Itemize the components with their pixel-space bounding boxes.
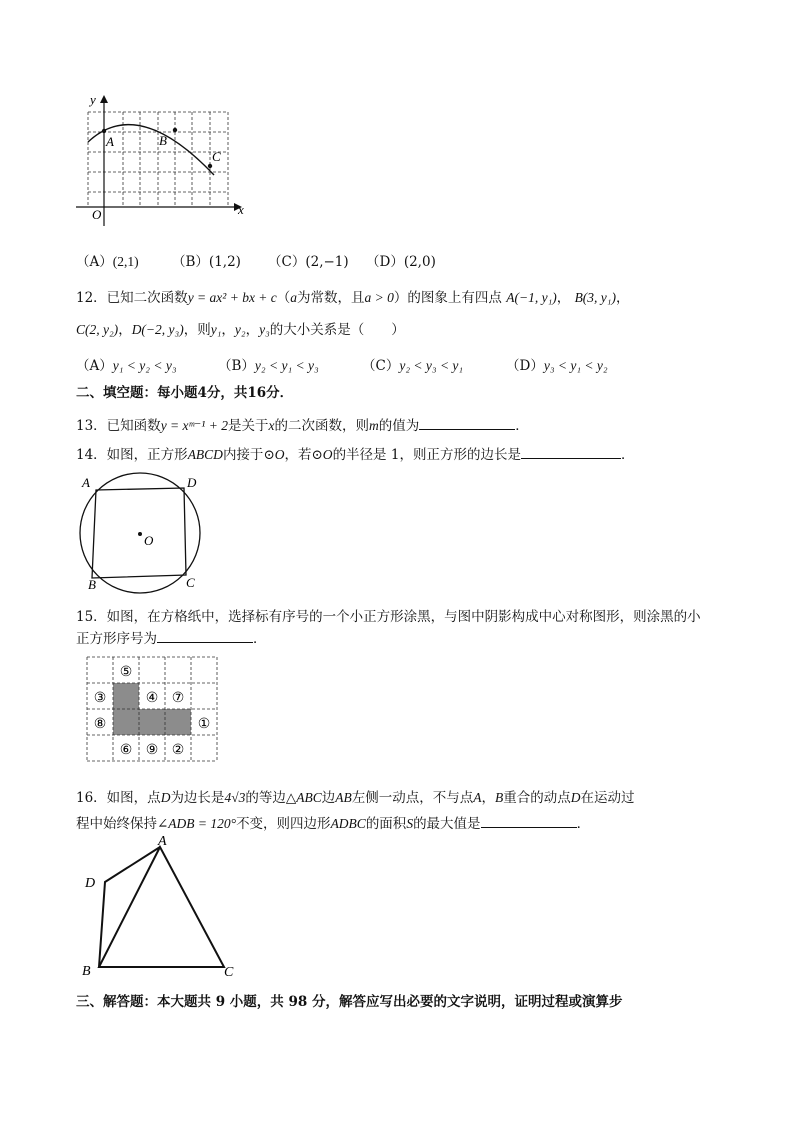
origin-label: O	[92, 207, 102, 222]
q13-var-m: m	[368, 418, 379, 433]
option-label: （A）	[76, 254, 113, 270]
option-label: （A）	[76, 358, 113, 374]
q16-text: 的面积	[365, 816, 407, 832]
y-axis-label: y	[90, 92, 96, 107]
q16-period: ．	[576, 816, 591, 832]
label-o: O	[144, 533, 154, 548]
q16-text: 16．如图，点	[76, 790, 161, 806]
q16-text: 左侧一动点，不与点	[351, 790, 474, 806]
q12-sep: ，	[118, 322, 132, 338]
q12-equation: y = ax² + bx + c	[187, 290, 277, 305]
q15-answer-blank[interactable]	[157, 630, 253, 643]
shaded-cell	[113, 709, 139, 735]
q13-period: ．	[515, 418, 529, 434]
q14-figure	[72, 470, 212, 594]
q12-y2: y₂	[234, 322, 246, 337]
option-label: （C）	[268, 254, 306, 270]
q16-angle: ∠ADB = 120°	[157, 816, 237, 831]
q16-triangle: △ABC	[285, 790, 322, 805]
q16-side-length: 4√3	[224, 790, 246, 805]
triangle-abc	[99, 847, 224, 967]
option-label: （D）	[366, 254, 404, 270]
q16-text: 为边长是	[170, 790, 225, 806]
q12-sep: ，	[616, 290, 630, 306]
option-value: (2,1)	[112, 254, 139, 269]
label-c: C	[224, 965, 234, 980]
q13-line	[76, 414, 529, 434]
q16-quadrilateral: ADBC	[330, 816, 366, 831]
cell-label-6: ⑥	[119, 743, 133, 758]
q15-line2	[76, 627, 267, 647]
option-label: （B）	[218, 358, 255, 374]
q16-text: 程中始终保持	[76, 816, 157, 832]
option-label: （D）	[506, 358, 544, 374]
q13-answer-blank[interactable]	[419, 417, 515, 430]
option-label: （B）	[172, 254, 209, 270]
q16-text: 在运动过	[580, 790, 635, 806]
q12-text: 12．已知二次函数	[76, 290, 188, 306]
q14-circle-name: ⊙O	[311, 447, 333, 462]
q12-sep: ，	[556, 290, 571, 306]
q16-text: 不变，则四边形	[236, 816, 331, 832]
q13-equation: y = xᵐ⁻¹ + 2	[160, 418, 228, 433]
q12-y1: y₁	[210, 322, 222, 337]
q16-text: 边	[321, 790, 336, 806]
q12-point-b: B(3, y₁)	[574, 290, 616, 305]
q14-text: 内接于	[222, 447, 264, 463]
label-c: C	[186, 575, 195, 590]
shaded-cell	[165, 709, 191, 735]
q16-answer-blank[interactable]	[481, 815, 577, 828]
q14-text: 14．如图，正方形	[76, 447, 188, 463]
q12-line1	[76, 286, 630, 306]
q12-point-a: A(−1, y₁)	[506, 290, 557, 305]
cell-label-2: ②	[171, 743, 185, 758]
option-value: y₃ < y₁ < y₂	[543, 358, 608, 373]
cell-label-9: ⑨	[145, 743, 159, 758]
label-a: A	[158, 834, 167, 849]
shaded-cell	[139, 709, 165, 735]
q14-circle-name: ⊙O	[263, 447, 285, 462]
q12-text: ，则	[183, 322, 211, 338]
cell-label-4: ④	[145, 691, 159, 706]
point-c-label: C	[212, 149, 221, 164]
q11-option-d	[366, 250, 436, 270]
q12-text: （	[276, 290, 291, 306]
q12-text: ）的图象上有四点	[393, 290, 502, 306]
point-a-label: A	[106, 134, 114, 149]
q12-line2	[76, 318, 405, 338]
q15-figure	[86, 656, 222, 764]
cell-label-7: ⑦	[171, 691, 185, 706]
option-value: (2,0)	[403, 254, 436, 270]
q12-sep: ，	[221, 322, 235, 338]
q16-figure	[78, 834, 248, 982]
q11-options	[76, 250, 139, 270]
q12-var-a: a	[290, 290, 298, 305]
q15-line1: 15．如图，在方格纸中，选择标有序号的一个小正方形涂黑，与图中阴影构成中心对称图形，则涂黑的小	[76, 609, 701, 625]
label-b: B	[88, 577, 96, 592]
q12-point-c: C(2, y₂)	[76, 322, 119, 337]
q16-point-d: D	[160, 790, 171, 805]
q16-point-d: D	[570, 790, 581, 805]
q11-figure	[70, 90, 250, 230]
cell-label-5: ⑤	[119, 665, 133, 680]
q12-option-d	[506, 354, 608, 374]
q15-text: 正方形序号为	[76, 631, 157, 647]
q16-line2	[76, 812, 590, 832]
cell-label-1: ①	[197, 717, 211, 732]
q16-text: 的最大值是	[413, 816, 481, 832]
cell-label-8: ⑧	[93, 717, 107, 732]
q16-text: ，	[481, 790, 495, 806]
q16-point-b: B	[495, 790, 504, 805]
q12-sep: ，	[245, 322, 260, 338]
option-value: y₂ < y₃ < y₁	[399, 358, 464, 373]
option-value: y₂ < y₁ < y₃	[254, 358, 319, 373]
q13-text: 的二次函数，则	[274, 418, 369, 434]
q16-text: 重合的动点	[503, 790, 571, 806]
q14-square-name: ABCD	[187, 447, 223, 462]
label-d: D	[85, 876, 96, 891]
option-value: (1,2)	[208, 254, 241, 270]
q12-option-c	[362, 354, 463, 374]
q15-period: ．	[253, 631, 267, 647]
q14-period: ．	[620, 447, 635, 463]
q14-text: 的半径是 1，则正方形的边长是	[332, 447, 521, 463]
q16-text: 的等边	[245, 790, 286, 806]
q12-condition: a > 0	[364, 290, 394, 305]
option-value: y₁ < y₂ < y₃	[112, 358, 177, 373]
q12-point-d: D(−2, y₃)	[131, 322, 184, 337]
x-axis-label: x	[238, 202, 244, 217]
shaded-cell	[113, 683, 139, 709]
option-label: （C）	[362, 358, 400, 374]
q16-line1	[76, 786, 635, 806]
section-2-heading: 二、填空题：每小题4分，共16分．	[76, 385, 294, 401]
q13-text: 是关于	[227, 418, 269, 434]
q13-text: 13．已知函数	[76, 418, 161, 434]
q12-text: 为常数，且	[297, 290, 365, 306]
q11-option-c	[268, 250, 349, 270]
grid-lines	[88, 112, 228, 205]
label-a: A	[82, 475, 90, 490]
q13-var-x: x	[268, 418, 275, 433]
q12-text: 的大小关系是（ ）	[269, 322, 405, 338]
q16-area-s: S	[406, 816, 414, 831]
q11-option-b	[172, 250, 241, 270]
cell-label-3: ③	[93, 691, 107, 706]
label-b: B	[82, 964, 91, 979]
section-3-heading: 三、解答题：本大题共 9 小题，共 98 分，解答应写出必要的文字说明，证明过程或演算步	[76, 994, 623, 1010]
q14-answer-blank[interactable]	[521, 446, 621, 459]
q16-segment-ab: AB	[335, 790, 352, 805]
q12-option-a	[76, 354, 177, 374]
q12-option-b	[218, 354, 319, 374]
q13-text: 的值为	[378, 418, 420, 434]
option-value: (2,−1)	[305, 254, 349, 270]
q14-line	[76, 443, 634, 463]
q12-y3: y₃	[259, 322, 270, 337]
q14-text: ，若	[284, 447, 312, 463]
q16-point-a: A	[473, 790, 482, 805]
point-b-label: B	[159, 133, 167, 148]
label-d: D	[187, 475, 197, 490]
